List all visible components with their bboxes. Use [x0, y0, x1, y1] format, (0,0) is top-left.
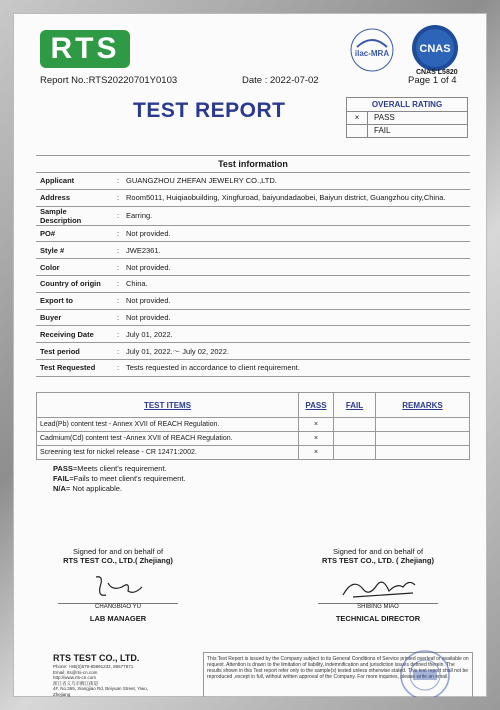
colon: : — [114, 326, 122, 343]
cnas-label: CNAS — [419, 43, 451, 55]
signatory-name: SHIBING MIAO — [357, 604, 399, 610]
info-row — [36, 359, 470, 376]
test-information-table — [36, 155, 470, 377]
info-value: JWE2361. — [122, 242, 470, 259]
colon: : — [114, 242, 122, 259]
colon: : — [114, 309, 122, 326]
address-line: 浙江省义乌市稠江街道 — [53, 680, 98, 686]
report-date: Date : 2022-07-02 — [242, 75, 319, 86]
signatory-role: TECHNICAL DIRECTOR — [335, 614, 421, 623]
info-value: July 01, 2022.～ July 02, 2022. — [122, 343, 470, 360]
colon: : — [114, 259, 122, 276]
signature-company: RTS TEST CO., LTD.( Zhejiang) — [63, 556, 173, 565]
col-remarks: REMARKS — [376, 393, 470, 418]
signatory-role: LAB MANAGER — [89, 614, 147, 623]
info-value: Room5011, Huiqiaobuilding, Xingfuroad, baiyundadaobei, Baiyun district, Guangzhou city,China. — [122, 189, 470, 206]
table-row — [37, 446, 470, 460]
address-line: http://www.rts-cn.com — [53, 675, 97, 681]
legend — [53, 464, 186, 494]
info-label: Test period — [36, 343, 114, 360]
remarks — [376, 446, 470, 460]
rating-mark — [347, 125, 368, 137]
info-row — [36, 242, 470, 259]
address-line: Email: rts@rts-cn.com — [53, 669, 98, 675]
info-value: July 01, 2022. — [122, 326, 470, 343]
remarks — [376, 418, 470, 432]
signature-block-right — [303, 547, 453, 623]
info-label: Test Requested — [36, 359, 114, 376]
rating-label: PASS — [374, 113, 395, 122]
legend-fail-text: =Fails to meet client's requirement. — [69, 474, 186, 483]
test-item: Screening test for nickel release - CR 12471:2002. — [37, 446, 299, 460]
info-row — [36, 309, 470, 326]
colon: : — [114, 359, 122, 376]
pass-mark: × — [299, 446, 334, 460]
test-items-table — [36, 392, 470, 460]
info-value: GUANGZHOU ZHEFAN JEWELRY CO.,LTD. — [122, 173, 470, 190]
report-title: TEST REPORT — [133, 99, 286, 122]
signature-caption: Signed for and on behalf of — [332, 547, 424, 556]
info-value: Not provided. — [122, 225, 470, 242]
report-page — [13, 13, 487, 697]
remarks — [376, 432, 470, 446]
table-row — [37, 432, 470, 446]
ilac-mra-logo — [349, 27, 395, 73]
page-number: Page 1 of 4 — [408, 75, 457, 86]
info-label: Country of origin — [36, 275, 114, 292]
info-row — [36, 189, 470, 206]
fail-mark — [334, 418, 376, 432]
cnas-logo — [410, 23, 460, 73]
info-value: Not provided. — [122, 309, 470, 326]
info-label: Color — [36, 259, 114, 276]
fail-mark — [334, 446, 376, 460]
info-row — [36, 343, 470, 360]
info-label: Buyer — [36, 309, 114, 326]
address-line: 4F, No.365, Xiangjiao Rd, Beiyuan Street, Yiwu, — [53, 686, 149, 692]
info-label: Sample Description — [36, 206, 114, 225]
info-row — [36, 259, 470, 276]
info-row — [36, 275, 470, 292]
info-label: Export to — [36, 292, 114, 309]
colon: : — [114, 275, 122, 292]
signature-block-left — [43, 547, 193, 623]
info-value: China. — [122, 275, 470, 292]
col-fail: FAIL — [334, 393, 376, 418]
handwritten-signature-left — [78, 573, 158, 601]
info-row — [36, 326, 470, 343]
info-label: Address — [36, 189, 114, 206]
colon: : — [114, 225, 122, 242]
signature-company: RTS TEST CO., LTD. ( Zhejiang) — [322, 556, 434, 565]
section-title: Test information — [36, 156, 470, 173]
pass-mark: × — [299, 418, 334, 432]
info-row — [36, 292, 470, 309]
rating-label: FAIL — [374, 126, 391, 135]
info-row — [36, 173, 470, 190]
disclaimer-box: This Test Report is issued by the Company subject to its General Conditions of Service printed overleaf or available on request. Attention is drawn to the limitation of liability, indemnification and jurisdiction issues defined therein. The results shown in this Test report refer only to the sample(s) tested unless otherwise stated. This test report shall not be reproduced ,except in full, without written approval of the Company. For more inquiries, please write an email. — [203, 652, 473, 697]
info-label: Style # — [36, 242, 114, 259]
address-line: Zhejiang — [53, 691, 71, 697]
fail-mark — [334, 432, 376, 446]
info-label: Applicant — [36, 173, 114, 190]
ilac-label: ilac-MRA — [354, 49, 390, 58]
colon: : — [114, 292, 122, 309]
info-label: PO# — [36, 225, 114, 242]
footer-company: RTS TEST CO., LTD. — [53, 653, 140, 663]
info-row — [36, 225, 470, 242]
handwritten-signature-right — [333, 573, 423, 601]
legend-pass-key: PASS — [53, 464, 73, 473]
info-value: Earring. — [122, 206, 470, 225]
pass-mark: × — [299, 432, 334, 446]
colon: : — [114, 189, 122, 206]
test-item: Cadmium(Cd) content test -Annex XVII of REACH Regulation. — [37, 432, 299, 446]
info-value: Not provided. — [122, 259, 470, 276]
colon: : — [114, 173, 122, 190]
col-pass: PASS — [299, 393, 334, 418]
legend-fail-key: FAIL — [53, 474, 70, 483]
col-test-items: TEST ITEMS — [37, 393, 299, 418]
table-row — [37, 418, 470, 432]
cnas-code: CNAS L5820 — [416, 69, 458, 76]
signatory-name: CHANGBIAO YU — [95, 604, 141, 610]
footer-address — [53, 664, 148, 697]
legend-na-key: N/A — [53, 484, 66, 493]
info-value: Not provided. — [122, 292, 470, 309]
info-row — [36, 206, 470, 225]
address-line: Phone: +86(0)579-85991232, 85677871 — [53, 664, 134, 669]
info-label: Receiving Date — [36, 326, 114, 343]
overall-rating-header: OVERALL RATING — [347, 98, 467, 112]
colon: : — [114, 343, 122, 360]
test-item: Lead(Pb) content test - Annex XVII of REACH Regulation. — [37, 418, 299, 432]
official-stamp — [399, 649, 451, 697]
colon: : — [114, 206, 122, 225]
legend-pass-text: =Meets client's requirement. — [72, 464, 167, 473]
rating-mark: × — [347, 112, 368, 124]
rating-row — [347, 125, 467, 137]
signature-caption: Signed for and on behalf of — [72, 547, 164, 556]
overall-rating-box — [346, 97, 468, 138]
info-value: Tests requested in accordance to client requirement. — [122, 359, 470, 376]
rating-row — [347, 112, 467, 125]
rts-logo: RTS — [40, 30, 130, 68]
report-number: Report No.:RTS20220701Y0103 — [40, 75, 178, 86]
legend-na-text: = Not applicable. — [65, 484, 122, 493]
